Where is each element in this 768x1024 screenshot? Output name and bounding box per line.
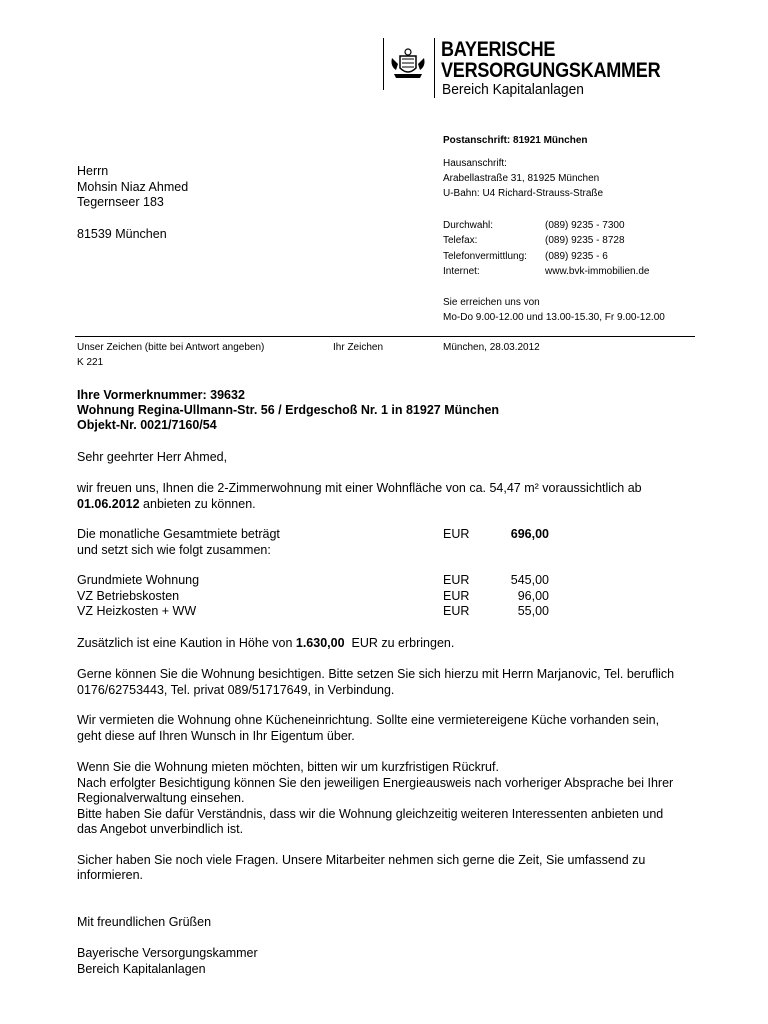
viewing-paragraph: 0176/62753443, Tel. privat 089/51717649, in Verbindung. — [77, 683, 395, 697]
subject-line: Objekt-Nr. 0021/7160/54 — [77, 418, 217, 432]
postal-address: Postanschrift: 81921 München — [443, 135, 588, 146]
contact-label: Telefax: — [443, 235, 478, 246]
org-division: Bereich Kapitalanlagen — [442, 81, 584, 98]
office-hours-label: Sie erreichen uns von — [443, 297, 540, 308]
contact-value: (089) 9235 - 6 — [545, 251, 608, 262]
our-reference: K 221 — [77, 357, 104, 368]
subject-line: Ihre Vormerknummer: 39632 — [77, 388, 245, 402]
logo-divider-2 — [434, 38, 435, 98]
reference-divider — [75, 336, 695, 337]
your-reference-label: Ihr Zeichen — [333, 342, 384, 353]
rent-item-amount: 545,00 — [510, 573, 549, 587]
currency: EUR — [443, 527, 470, 541]
bavarian-coat-of-arms-icon — [388, 46, 428, 82]
rent-item-amount: 55,00 — [517, 604, 549, 618]
deposit-line — [77, 636, 454, 652]
subject-line: Wohnung Regina-Ullmann-Str. 56 / Erdgeschoß Nr. 1 in 81927 München — [77, 403, 500, 417]
currency: EUR — [443, 604, 470, 618]
house-address-label: Hausanschrift: — [443, 158, 507, 169]
rent-item-label: VZ Betriebskosten — [77, 589, 180, 603]
recipient-salutation: Herrn — [77, 164, 109, 178]
deposit-amount: 1.630,00 — [295, 636, 345, 650]
questions-paragraph: Sicher haben Sie noch viele Fragen. Unsere Mitarbeiter nehmen sich gerne die Zeit, Sie umfassend zu — [77, 853, 646, 867]
recipient-name: Mohsin Niaz Ahmed — [77, 180, 189, 194]
total-rent-label-2: und setzt sich wie folgt zusammen: — [77, 543, 271, 557]
rent-item-label: Grundmiete Wohnung — [77, 573, 200, 587]
our-reference-label: Unser Zeichen (bitte bei Antwort angeben) — [77, 342, 265, 353]
contact-value: (089) 9235 - 7300 — [545, 220, 625, 231]
closing-regards: Mit freundlichen Grüßen — [77, 915, 212, 929]
office-hours: Mo-Do 9.00-12.00 und 13.00-15.30, Fr 9.00-12.00 — [443, 312, 665, 323]
rental-paragraph: Bitte haben Sie dafür Verständnis, dass wir die Wohnung gleichzeitig weiteren Interessenten anbieten und — [77, 807, 664, 821]
closing-org: Bayerische Versorgungskammer — [77, 946, 258, 960]
currency: EUR — [443, 573, 470, 587]
contact-label: Internet: — [443, 266, 480, 277]
rental-paragraph: das Angebot unverbindlich ist. — [77, 822, 244, 836]
kitchen-paragraph: geht diese auf Ihren Wunsch in Ihr Eigentum über. — [77, 729, 355, 743]
total-rent-amount: 696,00 — [510, 527, 549, 541]
closing-division: Bereich Kapitalanlagen — [77, 962, 206, 976]
place-date: München, 28.03.2012 — [443, 342, 540, 353]
contact-label: Telefonvermittlung: — [443, 251, 527, 262]
kitchen-paragraph: Wir vermieten die Wohnung ohne Kücheneinrichtung. Sollte eine vermietereigene Küche vorhanden sein, — [77, 713, 660, 727]
intro-line-2 — [77, 497, 256, 513]
intro-rest: anbieten zu können. — [139, 497, 256, 511]
rent-item-amount: 96,00 — [517, 589, 549, 603]
deposit-prefix: Zusätzlich ist eine Kaution in Höhe von — [77, 636, 296, 650]
org-name-line1: BAYERISCHE — [441, 38, 556, 61]
rental-paragraph: Regionalverwaltung einsehen. — [77, 791, 245, 805]
ubahn-info: U-Bahn: U4 Richard-Strauss-Straße — [443, 188, 604, 199]
rental-paragraph: Wenn Sie die Wohnung mieten möchten, bitten wir um kurzfristigen Rückruf. — [77, 760, 499, 774]
website-link[interactable]: www.bvk-immobilien.de — [545, 266, 650, 277]
org-name-line2: VERSORGUNGSKAMMER — [441, 59, 661, 82]
availability-date: 01.06.2012 — [77, 497, 140, 511]
recipient-street: Tegernseer 183 — [77, 195, 164, 209]
contact-value: (089) 9235 - 8728 — [545, 235, 625, 246]
rent-item-label: VZ Heizkosten + WW — [77, 604, 197, 618]
total-rent-label: Die monatliche Gesamtmiete beträgt — [77, 527, 280, 541]
questions-paragraph: informieren. — [77, 868, 143, 882]
house-address-street: Arabellastraße 31, 81925 München — [443, 173, 600, 184]
logo-divider — [383, 38, 384, 90]
rental-paragraph: Nach erfolgter Besichtigung können Sie den jeweiligen Energieausweis nach vorheriger Absprache bei Ihrer — [77, 776, 674, 790]
greeting: Sehr geehrter Herr Ahmed, — [77, 450, 228, 464]
contact-label: Durchwahl: — [443, 220, 494, 231]
deposit-suffix: EUR zu erbringen. — [344, 636, 455, 650]
currency: EUR — [443, 589, 470, 603]
intro-line: wir freuen uns, Ihnen die 2-Zimmerwohnung mit einer Wohnfläche von ca. 54,47 m² voraussichtlich ab — [77, 481, 642, 495]
viewing-paragraph: Gerne können Sie die Wohnung besichtigen. Bitte setzen Sie sich hierzu mit Herrn Marjanovic, Tel. beruflich — [77, 667, 675, 681]
recipient-city: 81539 München — [77, 227, 167, 241]
